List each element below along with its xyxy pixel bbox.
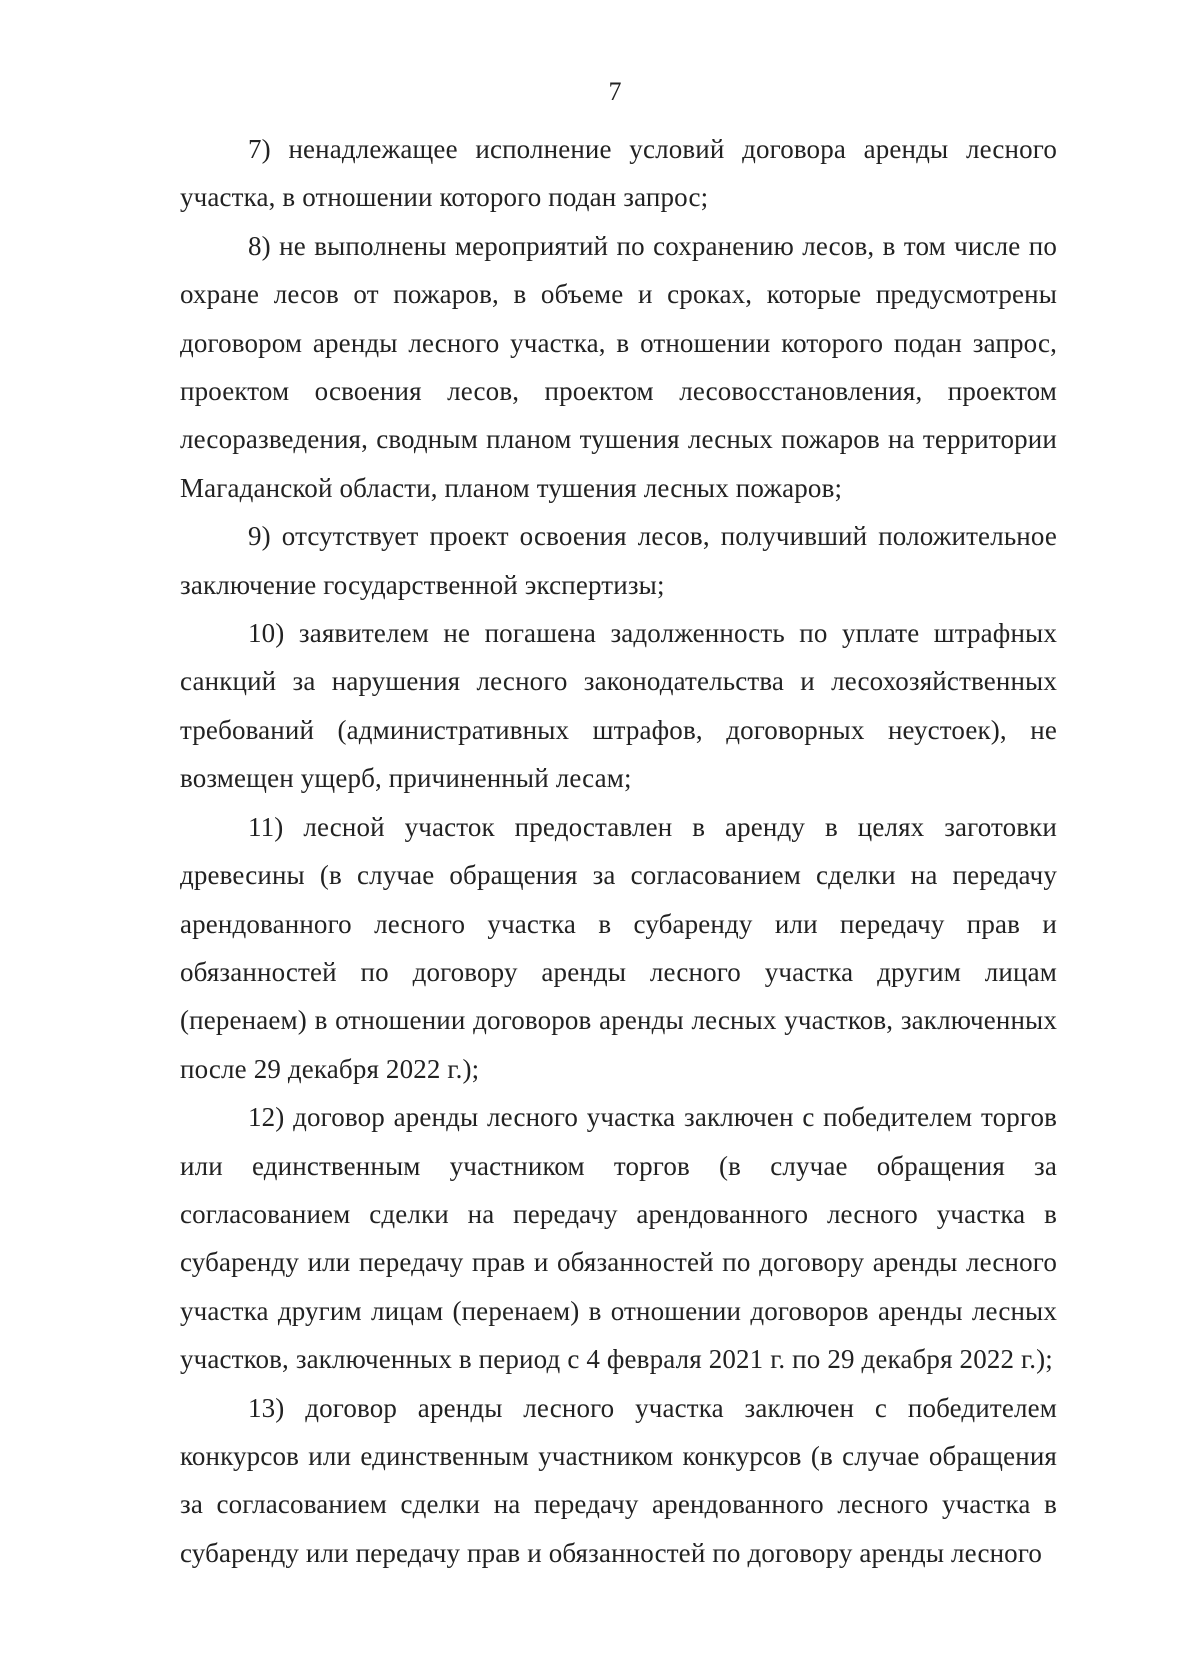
page-number: 7	[608, 77, 622, 106]
document-body	[180, 125, 1057, 1577]
list-item-8: 8) не выполнены мероприятий по сохранению лесов, в том числе по охране лесов от пожаров, в объеме и сроках, которые предусмотрены договором аренды лесного участка, в отношении которого подан запрос, проектом освоения лесов, проектом лесовосстановления, проектом лесоразведения, сводным планом тушения лесных пожаров на территории Магаданской области, планом тушения лесных пожаров;	[180, 230, 1057, 503]
list-item-10: 10) заявителем не погашена задолженность по уплате штрафных санкций за нарушения лесного законодательства и лесохозяйственных требований (административных штрафов, договорных неустоек), не возмещен ущерб, причиненный лесам;	[180, 618, 1057, 794]
list-item-7: 7) ненадлежащее исполнение условий договора аренды лесного участка, в отношении которого подан запрос;	[180, 134, 1057, 213]
list-item-12: 12) договор аренды лесного участка заключен с победителем торгов или единственным участником торгов (в случае обращения за согласованием сделки на передачу арендованного лесного участка в субаренду или передачу прав и обязанностей по договору аренды лесного участка другим лицам (перенаем) в отношении договоров аренды лесных участков, заключенных в период с 4 февраля 2021 г. по 29 декабря 2022 г.);	[180, 1102, 1057, 1375]
list-item-9: 9) отсутствует проект освоения лесов, получивший положительное заключение государственной экспертизы;	[180, 521, 1057, 600]
list-item-11: 11) лесной участок предоставлен в аренду в целях заготовки древесины (в случае обращения за согласованием сделки на передачу арендованного лесного участка в субаренду или передачу прав и обязанностей по договору аренды лесного участка другим лицам (перенаем) в отношении договоров аренды лесных участков, заключенных после 29 декабря 2022 г.);	[180, 811, 1057, 1084]
list-item-13: 13) договор аренды лесного участка заключен с победителем конкурсов или единственным участником конкурсов (в случае обращения за согласованием сделки на передачу арендованного лесного участка в субаренду или передачу прав и обязанностей по договору аренды лесного	[180, 1392, 1057, 1568]
